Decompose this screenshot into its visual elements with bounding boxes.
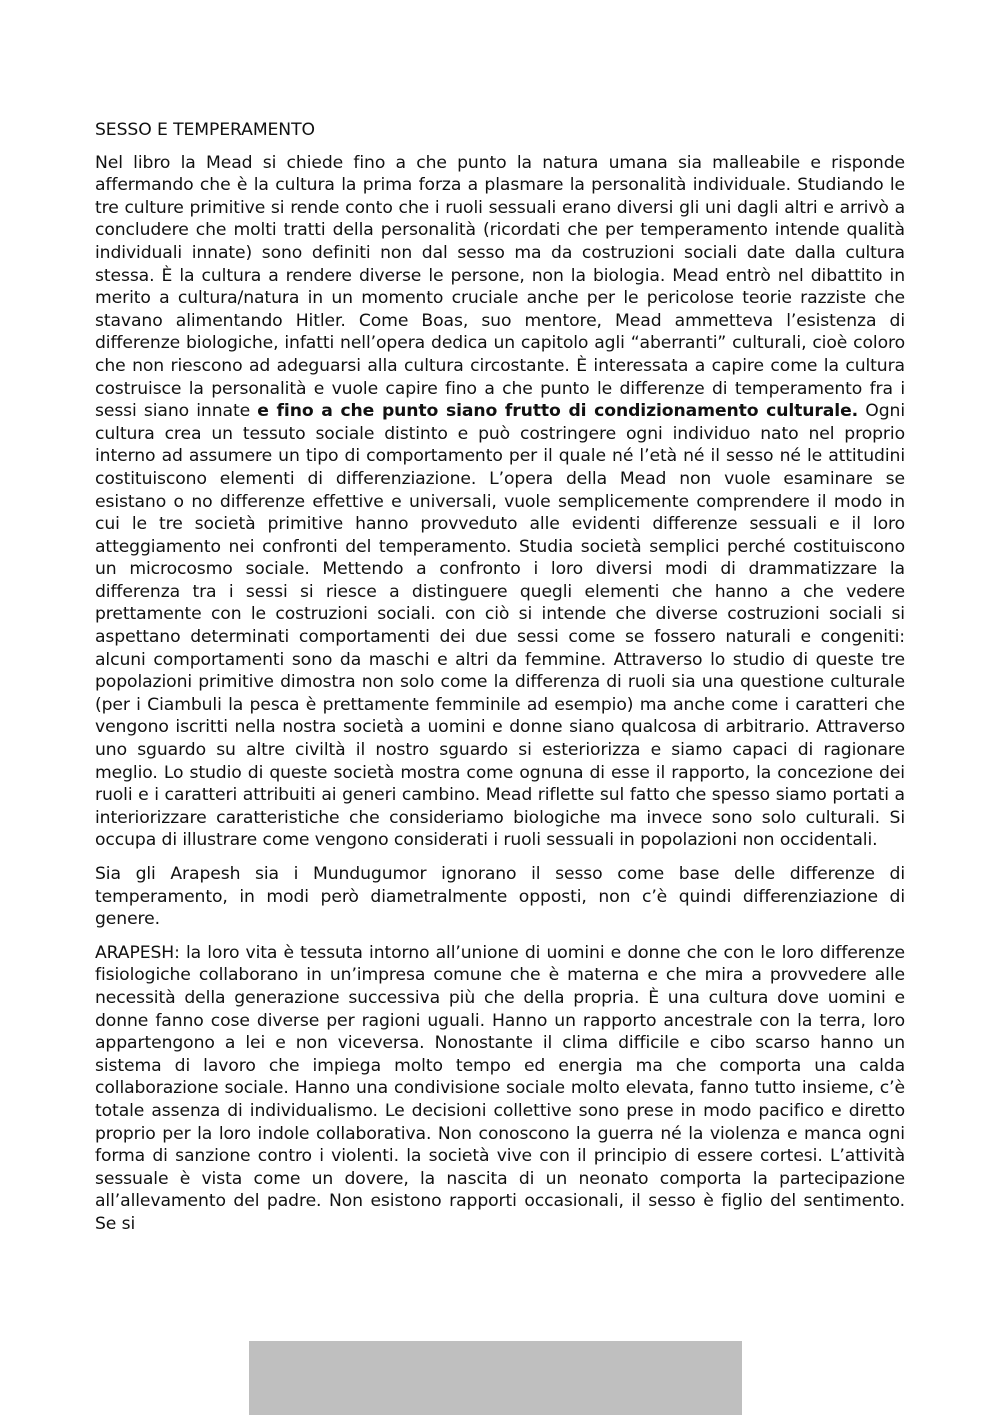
paragraph-intro-text-end: Ogni cultura crea un tessuto sociale distinto e può costringere ogni individuo nato nel proprio interno ad assumere un tipo di comportamento per il quale né l’età né il sesso né le attitudini costituiscono elementi di differenziazione. L’opera della Mead non vuole esaminare se esistano o no differenze effettive e universali, vuole semplicemente comprendere il modo in cui le tre società primitive hanno provveduto alle evidenti differenze sessuali e il loro atteggiamento nei confronti del temperamento. Studia società semplici perché costituiscono un microcosmo sociale. Mettendo a confronto i loro diversi modi di drammatizzare la differenza tra i sessi si riesce a distinguere quegli elementi che hanno a che vedere prettamente con le costruzioni sociali. con ciò si intende che diverse costruzioni sociali si aspettano determinati comportamenti dei due sessi come se fossero naturali e congeniti: alcuni comportamenti sono da maschi e altri da femmine. Attraverso lo studio di queste tre popolazioni primitive dimostra non solo come la differenza di ruoli sia una questione culturale (per i Ciambuli la pesca è prettamente femminile ad esempio) ma anche come i caratteri che vengono iscritti nella nostra società a uomini e donne siano qualcosa di arbitrario. Attraverso uno sguardo su altre civiltà il nostro sguardo si esteriorizza e siamo capaci di ragionare meglio. Lo studio di queste società mostra come ognuna di esse il rapporto, la concezione dei ruoli e i caratteri attribuiti ai generi cambino. Mead riflette sul fatto che spesso siamo portati a interiorizzare caratteristiche che consideriamo biologiche ma invece sono solo culturali. Si occupa di illustrare come vengono considerati i ruoli sessuali in popolazioni non occidentali.: [95, 401, 905, 851]
document-page: [95, 119, 905, 1247]
document-heading: SESSO E TEMPERAMENTO: [95, 120, 315, 140]
paragraph-arapesh-mundugumor: Sia gli Arapesh sia i Mundugumor ignorano il sesso come base delle differenze di temperamento, in modi però diametralmente opposti, non c’è quindi differenziazione di genere.: [95, 864, 905, 930]
paragraph-intro-text-start: Nel libro la Mead si chiede fino a che punto la natura umana sia malleabile e risponde affermando che è la cultura la prima forza a plasmare la personalità individuale. Studiando le tre culture primitive si rende conto che i ruoli sessuali erano diversi gli uni dagli altri e arrivò a concludere che molti tratti della personalità (ricordati che per temperamento intende qualità individuali innate) sono definiti non dal sesso ma da costruzioni sociali date dalla cultura stessa. È la cultura a rendere diverse le persone, non la biologia. Mead entrò nel dibattito in merito a cultura/natura in un momento cruciale anche per le pericolose teorie razziste che stavano alimentando Hitler. Come Boas, suo mentore, Mead ammetteva l’esistenza di differenze biologiche, infatti nell’opera dedica un capitolo agli “aberranti” culturali, cioè coloro che non riescono ad adeguarsi alla cultura circostante. È interessata a capire come la cultura costruisce la personalità e vuole capire fino a che punto le differenze di temperamento fra i sessi siano innate: [95, 152, 905, 422]
paragraph-intro: [95, 152, 905, 852]
paragraph-arapesh: ARAPESH: la loro vita è tessuta intorno all’unione di uomini e donne che con le loro differenze fisiologiche collaborano in un’impresa comune che è materna e che mira a provvedere alle necessità della generazione successiva più che della propria. È una cultura dove uomini e donne fanno cose diverse per ragioni uguali. Hanno un rapporto ancestrale con la terra, loro appartengono a lei e non viceversa. Nonostante il clima difficile e cibo scarso hanno un sistema di lavoro che impiega molto tempo ed energia ma che comporta una calda collaborazione sociale. Hanno una condivisione sociale molto elevata, fanno tutto insieme, c’è totale assenza di individualismo. Le decisioni collettive sono prese in modo pacifico e diretto proprio per la loro indole collaborativa. Non conoscono la guerra né la violenza e manca ogni forma di sanzione contro i violenti. la società vive con il principio di essere cortesi. L’attività sessuale è vista come un dovere, la nascita di un neonato comporta la partecipazione all’allevamento del padre. Non esistono rapporti occasionali, il sesso è figlio del sentimento. Se si: [95, 942, 905, 1234]
paragraph-intro-bold-phrase: e fino a che punto siano frutto di condizionamento culturale.: [257, 401, 859, 422]
footer-gray-bar: [249, 1341, 742, 1415]
